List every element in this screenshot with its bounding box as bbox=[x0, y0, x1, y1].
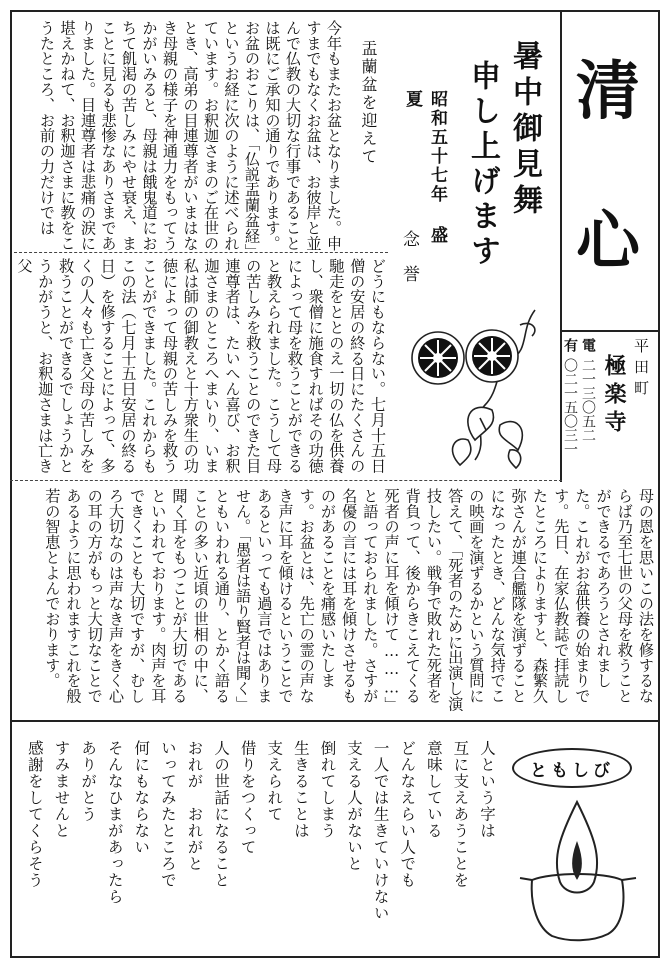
tomoshibi-poem bbox=[20, 740, 500, 950]
poem-line: いってみたところで bbox=[158, 740, 177, 889]
poem-line: どんなえらい人でも bbox=[398, 740, 417, 889]
poem-line: ありがとう bbox=[79, 740, 98, 823]
poem-line: すみませんと bbox=[52, 740, 71, 839]
poem-line: 借りをつくって bbox=[238, 740, 257, 856]
poem-line: 一人では生きていけない bbox=[371, 740, 390, 922]
article-block-3: 母の恩を思いこの法を修するならば乃至七世の父母を救うことができるであろうとされました。これがお盆供養の始まりです。先日、在家仏教誌で拝読したところによりますと、森繁久弥さんが連合艦隊を演ずることになったとき、どんな気持でこの映画を演ずるかという質問に答えて、「死者のために出演し演技したい。戦争で敗れた死者を背負って、後からきこえてくる死者の声に耳を傾けて………」と語っておられました。さすが名優の言には耳を傾けさせるものがあることを痛感いたします。お盆とは、先亡の霊の声なき声に耳を傾けるということであるといっても過言ではありません。「愚者は語り賢者は聞く」ともいわれる通り、とかく語ることの多い近頃の世相の中に、聞く耳をもつことが大切であるといわれております。肉声を耳できくことも大切ですが、むしろ大切なのは声なき声をきく心の耳の方がもっと大切なことであるように思われますこれを般若の智恵とよんでおります。 bbox=[43, 488, 655, 712]
morning-glory-flower-1 bbox=[412, 332, 464, 384]
article-block-2: どうにもならない。七月十五日僧の安居の終る日にたくさんの馳走をととのえ一切の仏を供養し、衆僧に施食すればその功徳によって母を救うことができると教えられました。こうして母の苦しみを救うことのできた目連尊者は、たいへん喜び、お釈迦さまのところへまいり、いま私は師の御教えと十方衆生の功徳によって母親の苦しみを救うことができました。これからもこの法（七月十五日安居の終る日）を修することによって、多くの人々も亡き父母の苦しみを救うことができるでしょうかとうかがうと、お釈迦さまは亡き父 bbox=[15, 258, 387, 474]
masthead-bottom-rule bbox=[10, 480, 562, 481]
poem-line: 意味している bbox=[424, 740, 443, 839]
temple-info-box bbox=[562, 330, 658, 470]
greeting-author: 念誉 bbox=[399, 230, 419, 300]
poem-line: 何にもならない bbox=[132, 740, 151, 856]
masthead-title-char-2: 心 bbox=[576, 204, 640, 279]
morning-glory-illustration bbox=[400, 300, 550, 470]
temple-extra-label: 有 bbox=[562, 338, 578, 352]
poem-line: 倒れてしまう bbox=[318, 740, 337, 839]
tomoshibi-label: ともしび bbox=[512, 748, 632, 788]
masthead-title-char-1: 清 bbox=[576, 54, 640, 129]
temple-name: 極楽寺 bbox=[601, 354, 627, 438]
poem-line: 人の世話になること bbox=[212, 740, 231, 889]
poem-line: そんなひまがあったら bbox=[105, 740, 124, 905]
temple-town: 平田町 bbox=[632, 338, 650, 401]
poem-line: おれが おれがと bbox=[185, 740, 204, 872]
candle-illustration bbox=[512, 796, 642, 946]
tomoshibi-top-rule bbox=[10, 720, 660, 722]
temple-phone-label: 電 bbox=[580, 338, 596, 352]
greeting-line-1: 暑中御見舞 bbox=[507, 40, 542, 220]
poem-line: 互に支えあうことを bbox=[451, 740, 470, 889]
article-block-1: 今年もまたお盆となりました。申すまでもなくお盆は、お彼岸と並んで仏教の大切な行事であることは既にご承知の通りであります。お盆のおこりは、「仏説盂蘭盆経」というお経に次のように述べられています。お釈迦さまのご在世のとき、高弟の目連尊者がいまはなき母親の様子を神通力をもってうかがいみると、母親は餓鬼道におちて飢渇の苦しみにやせ衰え、まことに見るも悲惨なありさまでありました。目連尊者は悲痛の涙に堪えかねて、お釈迦さまに教をこうたところ、お前の力だけでは bbox=[38, 20, 343, 252]
poem-line: 生きることは bbox=[291, 740, 310, 839]
article-divider-1 bbox=[14, 252, 388, 253]
temple-phone-number: 二一三〇五二 bbox=[580, 358, 596, 442]
poem-line: 支える人がないと bbox=[345, 740, 364, 872]
morning-glory-flower-2 bbox=[466, 330, 518, 382]
article-heading: 盂蘭盆を迎えて bbox=[359, 40, 378, 166]
greeting-date: 昭和五十七年 盛夏 bbox=[402, 90, 447, 245]
poem-line: 人という字は bbox=[478, 740, 496, 839]
greeting-line-2: 申し上げます bbox=[465, 60, 500, 270]
temple-extra-number: 〇二一五〇三一 bbox=[562, 358, 578, 456]
poem-line: 支えられて bbox=[265, 740, 284, 823]
poem-line: 感謝をしてくらそう bbox=[25, 740, 44, 889]
